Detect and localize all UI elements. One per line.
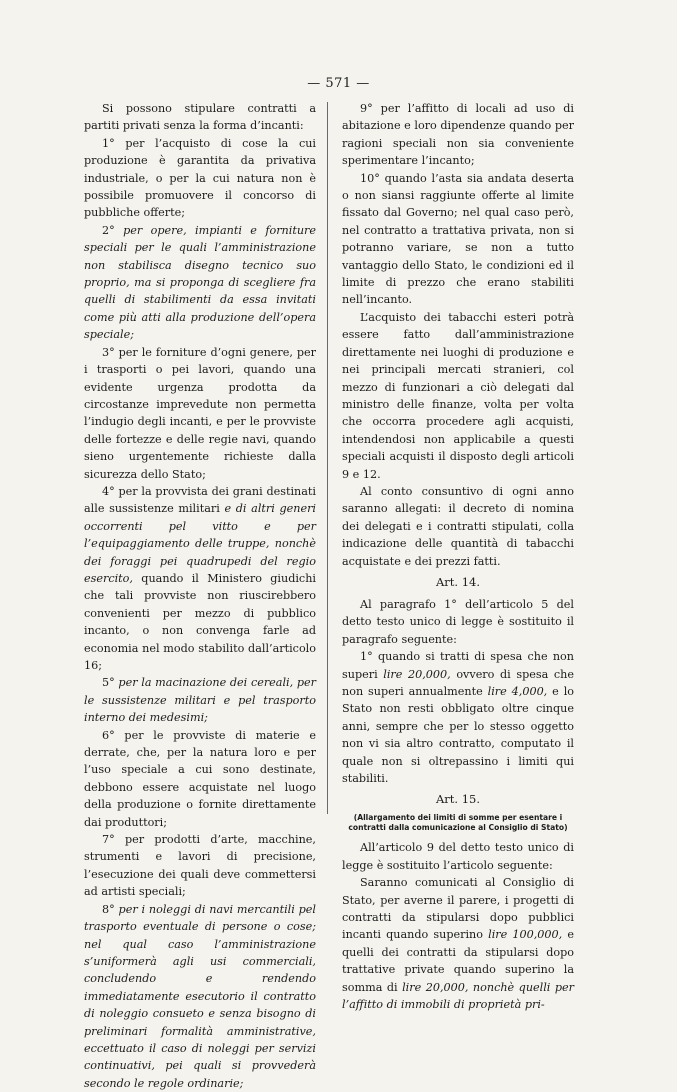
art14-amount-1: lire 20,000,: [383, 667, 451, 681]
list-item-5-number: 5°: [102, 676, 115, 690]
list-item-2: [84, 222, 316, 344]
article-15-subtitle: (Allargamento dei limiti di somme per esentare i contratti dalla comunicazione al Consiglio di Stato): [348, 813, 568, 833]
art14-text-e: e lo Stato non resti obbligato oltre cinque anni, sempre che per lo stesso oggetto non vi sia altro contratto, computato il quale non si oltrepassino i limiti qui stabiliti.: [342, 685, 575, 786]
art15-amount-2: lire 20,000, nonchè quelli per l’affitto di immobili di proprietà pri-: [342, 980, 574, 1012]
list-item-7: 7° per prodotti d’arte, macchine, strumenti e lavori di precisione, l’esecuzione dei quali deve commettersi ad artisti speciali;: [84, 833, 316, 899]
list-item-4-italic: e di altri generi occorrenti pel vitto e per l’equipaggiamento delle truppe, nonchè dei foraggi pei quadrupedi del regio esercito,: [84, 502, 317, 585]
right-column: [342, 100, 574, 1014]
list-item-2-number: 2°: [102, 223, 115, 237]
list-item-6: 6° per le provviste di materie e derrate, che, per la natura loro e per l’uso speciale a cui sono destinate, debbono essere acquistate nel luogo della produzione o fornite direttamente dai produttori;: [84, 728, 316, 829]
art15-amount-1: lire 100,000,: [488, 928, 563, 942]
article-15-heading: Art. 15.: [435, 792, 481, 807]
article-14-heading: Art. 14.: [435, 574, 481, 589]
article-14-paragraph: Al paragrafo 1° dell’articolo 5 del detto testo unico di legge è sostituito il paragrafo seguente:: [342, 597, 574, 646]
list-item-8-text: per i noleggi di navi mercantili pel trasporto eventuale di persone o cose; nel qual caso l’amministrazione s’uniformerà agli usi commerciali, concludendo e rendendo immediatamente esecutorio il contratto di noleggio consueto e senza bisogno di preliminari formalità amministrative, eccettuato il caso di noleggi per servizi continuativi, pei quali si provvederà secondo le regole ordinarie;: [84, 902, 316, 1090]
page-number: — 571 —: [307, 76, 370, 91]
article-15-paragraph: All’articolo 9 del detto testo unico di legge è sostituito l’articolo seguente:: [342, 841, 574, 872]
art15-text-a: Saranno comunicati al Consiglio di Stato, per averne il parere, i progetti di contratti da stipularsi dopo pubblici incanti quando superino: [342, 876, 574, 942]
list-item-3: 3° per le forniture d’ogni genere, per i trasporti o pei lavori, quando una evidente urgenza prodotta da circostanze imprevedute non permetta l’indugio degli incanti, e per le provviste delle fortezze e delle regie navi, quando sieno urgentemente richieste dalla sicurezza dello Stato;: [84, 345, 316, 481]
list-item-5-text: per la macinazione dei cereali, per le sussistenze militari e pel trasporto interno dei medesimi;: [84, 676, 317, 725]
art14-amount-2: lire 4,000,: [487, 685, 548, 698]
list-item-1: 1° per l’acquisto di cose la cui produzione è garantita da privativa industriale, o per la cui natura non è possibile promuovere il concorso di pubbliche offerte;: [84, 136, 316, 220]
art14-text-a: 1° quando si tratti di spesa che non superi: [342, 650, 574, 681]
list-item-9: 9° per l’affitto di locali ad uso di abitazione e loro dipendenze quando per ragioni speciali non sia conveniente sperimentare l’incanto;: [342, 102, 574, 168]
list-item-8-number: 8°: [102, 902, 115, 916]
art14-text-c: ovvero di spesa che non superi annualmente: [342, 667, 574, 698]
art15-text-c: e quelli dei contratti da stipularsi dopo trattative private quando superino la somma di: [342, 928, 574, 994]
article-15-quoted-paragraph: [342, 874, 574, 1013]
list-item-2-text: per opere, impianti e forniture speciali per le quali l’amministrazione non stabilisca disegno tecnico suo proprio, ma si proponga di scegliere fra quelli di stabilimenti da essa invitati come più atti alla produzione dell’opera speciale;: [84, 223, 316, 342]
column-divider: [327, 102, 328, 814]
list-item-5: [84, 674, 316, 726]
list-item-4: [84, 483, 316, 674]
list-item-8: [84, 901, 316, 1092]
list-item-4-text-a: 4° per la provvista dei grani destinati alle sussistenze militari: [84, 484, 316, 516]
left-column: [84, 100, 316, 1092]
list-item-10: 10° quando l’asta sia andata deserta o non siansi raggiunte offerte al limite fissato dal Governo; nel qual caso però, nel contratto a trattativa privata, non si potranno variare, se non a tutto vantaggio dello Stato, le condizioni ed il limite di prezzo che erano stabiliti nell’incanto.: [342, 171, 574, 307]
tabacchi-paragraph: L’acquisto dei tabacchi esteri potrà essere fatto dall’amministrazione direttamente nei luoghi di produzione e nei principali mercati stranieri, col mezzo di funzionari a ciò delegati dal ministro delle finanze, volta per volta che occorra procedere agli acquisti, intendendosi non applicabile a questi speciali acquisti il disposto degli articoli 9 e 12.: [342, 310, 574, 481]
article-14-quoted-paragraph: [342, 648, 574, 787]
intro-paragraph: Si possono stipulare contratti a partiti privati senza la forma d’incanti:: [84, 102, 316, 133]
list-item-4-text-c: quando il Ministero giudichi che tali provviste non riuscirebbero convenienti per mezzo di pubblico incanto, o non convenga farle ad economia nel modo stabilito dall’articolo 16;: [84, 571, 316, 672]
conto-consuntivo-paragraph: Al conto consuntivo di ogni anno saranno allegati: il decreto di nomina dei delegati e i contratti stipulati, colla indicazione delle quantità di tabacchi acquistate e dei prezzi fatti.: [342, 484, 574, 568]
